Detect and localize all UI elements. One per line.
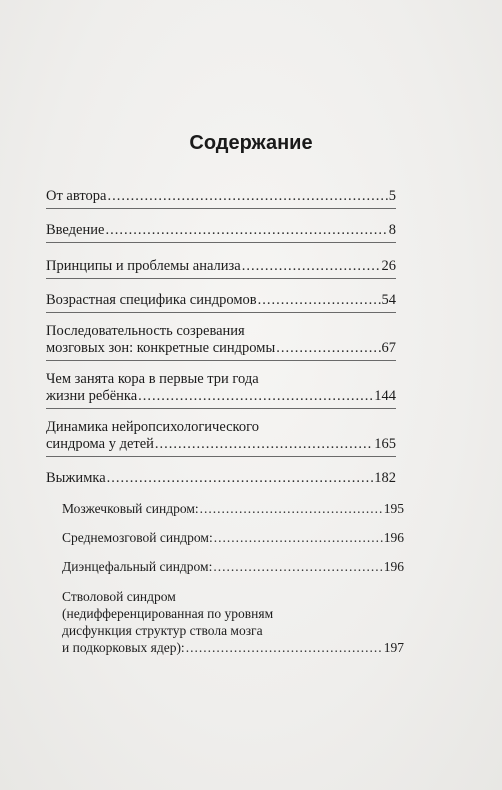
dot-leader — [213, 558, 382, 575]
toc-entry-title: Мозжечковый синдром: — [62, 501, 199, 516]
dot-leader — [138, 388, 373, 405]
toc-entry-vvedenie — [46, 222, 396, 243]
toc-entry-dinamika — [46, 419, 396, 457]
dot-leader — [258, 292, 381, 309]
toc-entry-title: мозговых зон: конкретные синдромы — [46, 340, 276, 356]
toc-page-number: 26 — [381, 258, 396, 274]
toc-subentry-mozzhechkovyi — [62, 500, 404, 517]
toc-entry-title-line: (недифференцированная по уровням — [62, 606, 274, 621]
dot-leader — [107, 188, 387, 205]
dot-leader — [200, 500, 383, 517]
toc-entry-title: Введение — [46, 222, 105, 238]
dot-leader — [276, 340, 380, 357]
toc-entry-title-line: Динамика нейропсихологического — [46, 419, 259, 435]
toc-entry-title: Среднемозговой синдром: — [62, 530, 213, 545]
toc-page-number: 165 — [374, 436, 396, 452]
toc-entry-title: От автора — [46, 188, 107, 204]
toc-entry-title: Возрастная специфика синдромов — [46, 292, 257, 308]
dot-leader — [214, 529, 383, 546]
toc-page-number: 196 — [383, 559, 404, 574]
toc-entry-title: и подкорковых ядер): — [62, 640, 185, 655]
dot-leader — [155, 436, 373, 453]
toc-entry-title: жизни ребёнка — [46, 388, 138, 404]
toc-entry-vyzhimka — [46, 470, 396, 490]
dot-leader — [105, 222, 387, 239]
toc-entry-kora — [46, 371, 396, 409]
toc-page-number: 5 — [388, 188, 396, 204]
toc-entry-title-line: Стволовой синдром — [62, 589, 176, 604]
toc-entry-title: синдрома у детей — [46, 436, 154, 452]
toc-entry-title-line: дисфункция структур ствола мозга — [62, 623, 263, 638]
toc-entry-principy — [46, 258, 396, 279]
toc-page-number: 195 — [383, 501, 404, 516]
toc-page-number: 196 — [383, 530, 404, 545]
toc-page-number: 197 — [383, 640, 404, 655]
toc-page-number: 144 — [374, 388, 396, 404]
dot-leader — [107, 470, 374, 487]
toc-entry-title: Принципы и проблемы анализа — [46, 258, 241, 274]
toc-entry-vozrastnaya — [46, 292, 396, 313]
toc-page-number: 8 — [388, 222, 396, 238]
toc-entry-title: Диэнцефальный синдром: — [62, 559, 213, 574]
toc-entry-posledovatelnost — [46, 323, 396, 361]
toc-subentry-stvolovoi — [62, 588, 404, 656]
toc-subentry-dientsefalnyi — [62, 558, 404, 575]
toc-subentry-srednemozgovoi — [62, 529, 404, 546]
toc-page-number: 54 — [381, 292, 396, 308]
toc-entry-title: Выжимка — [46, 470, 106, 486]
toc-page-number: 182 — [374, 470, 396, 486]
toc-entry-title-line: Последовательность созревания — [46, 323, 245, 339]
toc-entry-title-line: Чем занята кора в первые три года — [46, 371, 259, 387]
toc-entry-ot-avtora — [46, 188, 396, 209]
page-title: Содержание — [189, 132, 313, 154]
toc-page-number: 67 — [381, 340, 396, 356]
dot-leader — [242, 258, 381, 275]
dot-leader — [186, 639, 383, 656]
